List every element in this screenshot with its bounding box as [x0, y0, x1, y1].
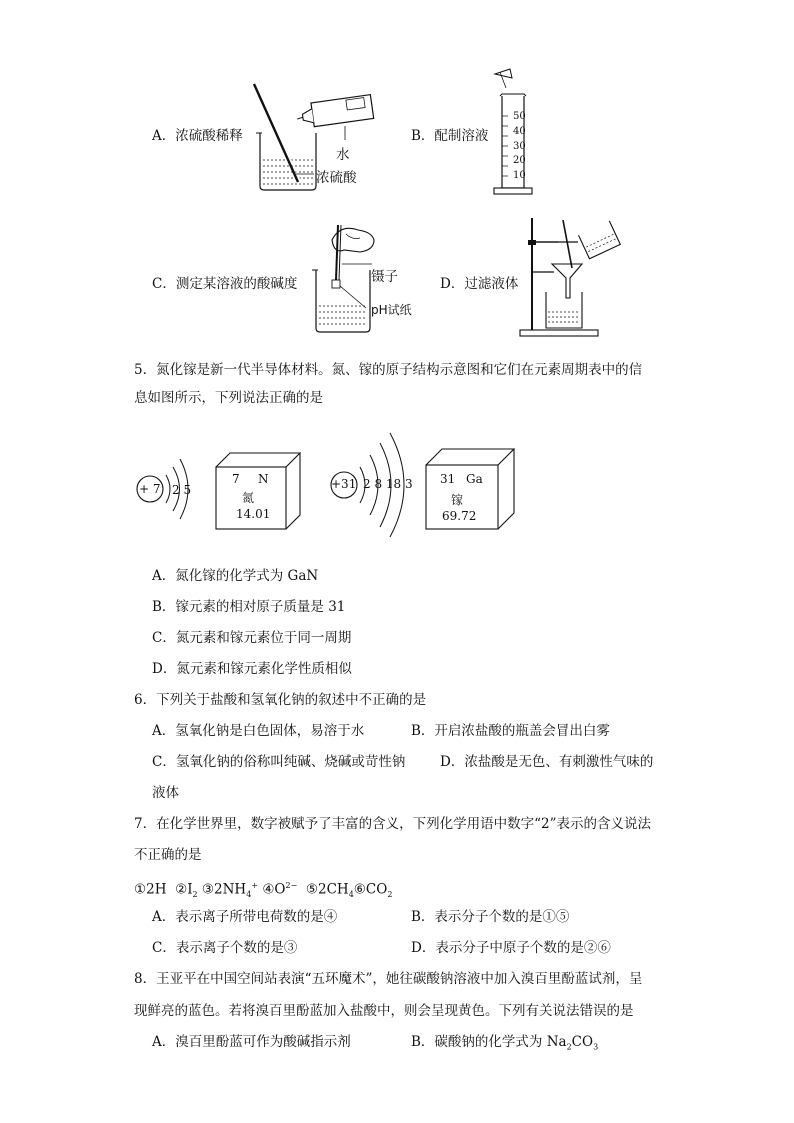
q4-option-a-label: A．浓硫酸稀释 — [152, 128, 243, 144]
nitrogen-shells: 2 5 — [172, 483, 192, 497]
q5-option-c: C．氮元素和镓元素位于同一周期 — [152, 630, 352, 646]
q7-item-2-num: ② — [175, 881, 188, 898]
q7-item-3-num: ③ — [201, 881, 215, 898]
q4-option-b-label: B．配制溶液 — [411, 128, 489, 144]
q7-option-d-num2: ⑥ — [597, 940, 611, 956]
q7-symbol-list — [134, 877, 392, 904]
gallium-name: 镓 — [451, 493, 464, 507]
q6-option-d: D．浓盐酸是无色、有刺激性气味的 — [440, 754, 654, 770]
q7-item-4-num: ④ — [262, 881, 275, 898]
gallium-nucleus: +31 — [331, 477, 357, 491]
q7-option-a-num: ④ — [323, 909, 338, 925]
q5-stem-line2: 息如图所示，下列说法正确的是 — [134, 390, 323, 406]
q7-item-5: 2CH — [318, 881, 349, 898]
q7-item-4: O — [274, 881, 286, 898]
q6-option-a: A．氢氧化钠是白色固体，易溶于水 — [152, 723, 365, 739]
q7-option-b-num1: ① — [542, 909, 556, 925]
q7-stem-line2: 不正确的是 — [134, 847, 202, 863]
q7-option-b — [411, 908, 569, 926]
q8-option-b-sub1: 2 — [566, 1042, 572, 1052]
cylinder-tick-50: 50 — [513, 111, 526, 122]
q7-option-c — [152, 939, 297, 957]
q7-option-a — [152, 908, 337, 926]
q8-option-b — [411, 1033, 598, 1057]
gallium-symbol: Ga — [466, 472, 483, 486]
q7-item-4-sup: 2− — [285, 881, 298, 890]
q7-option-c-num: ③ — [283, 940, 298, 956]
q7-item-5-num: ⑤ — [305, 881, 318, 898]
q8-stem-line1: 8．王亚平在中国空间站表演“五环魔术”，她往碳酸钠溶液中加入溴百里酚蓝试剂，呈 — [134, 971, 643, 987]
water-label: 水 — [336, 147, 350, 163]
cylinder-tick-20: 20 — [513, 155, 526, 166]
q7-item-3-sub: 4 — [246, 890, 252, 900]
gallium-mass: 69.72 — [442, 509, 477, 523]
q7-option-a-text: A．表示离子所带电荷数的是 — [152, 909, 324, 925]
q7-option-b-num2: ⑤ — [555, 909, 570, 925]
q8-stem-line2: 现鲜亮的蓝色。若将溴百里酚蓝加入盐酸中，则会呈现黄色。下列有关说法错误的是 — [134, 1003, 634, 1019]
gallium-shells: 2 8 18 3 — [363, 477, 413, 491]
q7-item-6: CO — [365, 881, 388, 898]
nitrogen-mass: 14.01 — [236, 507, 271, 521]
ph-paper-label: pH试纸 — [371, 303, 412, 317]
q7-option-d-text: D．表示分子中原子个数的是 — [411, 940, 584, 956]
gallium-atomic-number: 31 — [440, 472, 456, 486]
q7-item-1-num: ① — [134, 881, 147, 898]
filtration-figure — [518, 212, 628, 342]
cylinder-tick-40: 40 — [513, 126, 526, 137]
q7-option-d — [411, 939, 611, 957]
q8-option-a: A．溴百里酚蓝可作为酸碱指示剂 — [152, 1034, 351, 1050]
q8-option-b-text: B．碳酸钠的化学式为 Na — [411, 1034, 567, 1050]
q7-item-6-num: ⑥ — [353, 881, 366, 898]
q5-option-a: A．氮化镓的化学式为 GaN — [152, 568, 319, 584]
q5-stem-line1: 5．氮化镓是新一代半导体材料。氮、镓的原子结构示意图和它们在元素周期表中的信 — [134, 362, 643, 378]
nitrogen-atomic-number: 7 — [232, 472, 240, 486]
q4-option-d-label: D．过滤液体 — [440, 276, 519, 292]
cylinder-tick-10: 10 — [513, 170, 526, 181]
concentrated-acid-label: 浓硫酸 — [316, 170, 357, 186]
q6-option-d-continued: 液体 — [152, 785, 179, 801]
nitrogen-name: 氮 — [242, 491, 255, 505]
q7-item-3-sup: + — [251, 881, 259, 890]
cylinder-tick-30: 30 — [513, 141, 526, 152]
q8-option-b-sub2: 3 — [593, 1042, 599, 1052]
nitrogen-symbol: N — [258, 472, 269, 486]
q7-item-3: 2NH — [214, 881, 247, 898]
q5-option-b: B．镓元素的相对原子质量是 31 — [152, 599, 346, 615]
q8-option-b-mid: CO — [571, 1034, 594, 1050]
q6-option-b: B．开启浓盐酸的瓶盖会冒出白雾 — [411, 723, 610, 739]
tweezers-label: 镊子 — [371, 269, 398, 285]
q7-option-d-num1: ② — [583, 940, 598, 956]
q7-option-b-text: B．表示分子个数的是 — [411, 909, 543, 925]
q4-option-c-label: C．测定某溶液的酸碱度 — [152, 276, 298, 292]
q7-item-1: 2H — [146, 881, 167, 898]
q7-item-5-sub: 4 — [348, 890, 354, 900]
q5-option-d: D．氮元素和镓元素化学性质相似 — [152, 661, 352, 677]
q6-option-c: C．氢氧化钠的俗称叫纯碱、烧碱或苛性钠 — [152, 754, 406, 770]
q6-stem: 6．下列关于盐酸和氢氧化钠的叙述中不正确的是 — [134, 692, 427, 708]
q7-item-2-sub: 2 — [192, 890, 198, 900]
q7-item-6-sub: 2 — [387, 890, 393, 900]
q7-item-2: I — [187, 881, 193, 898]
nitrogen-nucleus: + 7 — [139, 482, 161, 496]
q7-stem-line1: 7．在化学世界里，数字被赋予了丰富的含义，下列化学用语中数字“2”表示的含义说法 — [134, 816, 651, 832]
q7-option-c-text: C．表示离子个数的是 — [152, 940, 284, 956]
